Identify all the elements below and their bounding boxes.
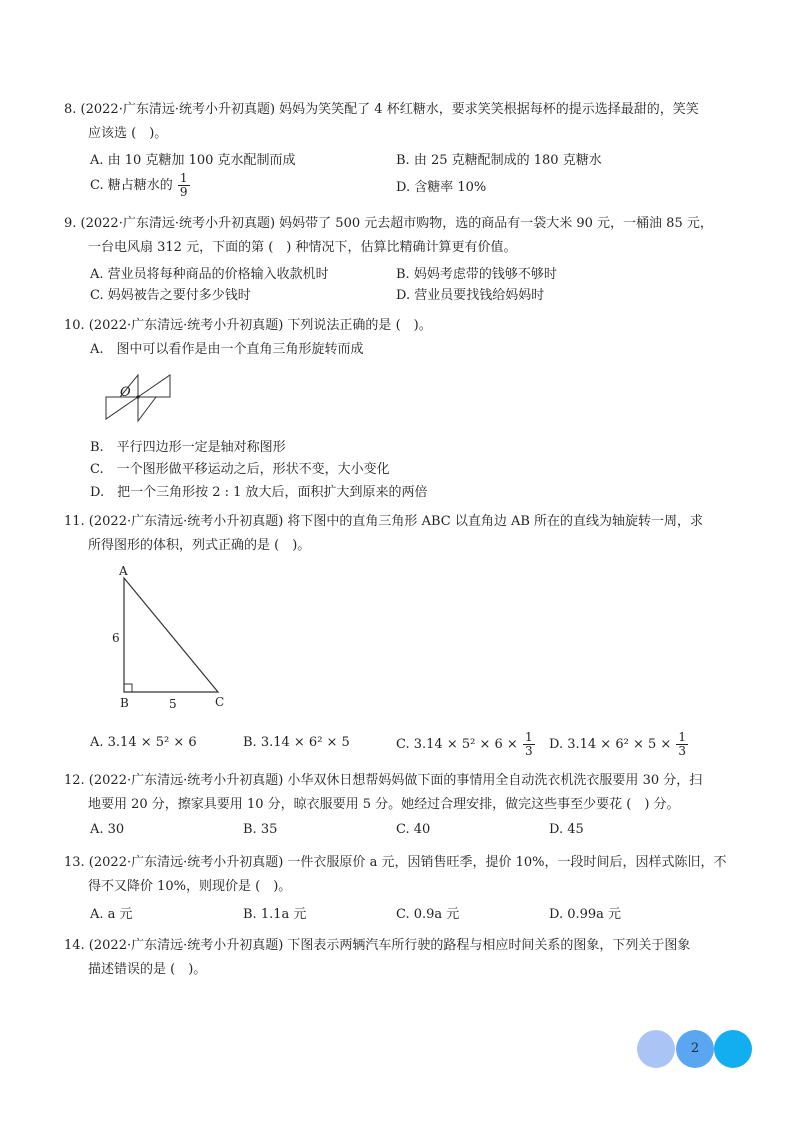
q11-option-c-text: C. 3.14 × 5² × 6 × <box>396 737 518 752</box>
page-decoration-circle-left <box>637 1030 675 1068</box>
q10-option-c[interactable]: C. 一个图形做平移运动之后，形状不变，大小变化 <box>90 462 390 477</box>
q9-option-a[interactable]: A. 营业员将每种商品的价格输入收款机时 <box>90 267 329 282</box>
q11-option-c[interactable] <box>396 731 536 758</box>
q13-option-c[interactable]: C. 0.9a 元 <box>396 907 460 922</box>
fraction-denominator: 9 <box>179 185 188 199</box>
fraction-denominator: 3 <box>678 744 687 758</box>
q11-option-b[interactable]: B. 3.14 × 6² × 5 <box>243 735 350 750</box>
question-12 <box>64 769 744 817</box>
question-8-line-2: 应该选 ( )。 <box>88 126 168 141</box>
fraction-denominator: 3 <box>524 744 533 758</box>
right-triangle-abc-figure <box>108 560 238 712</box>
q8-option-a[interactable]: A. 由 10 克糖加 100 克水配制而成 <box>90 153 296 168</box>
q10-option-b[interactable]: B. 平行四边形一定是轴对称图形 <box>90 440 286 455</box>
q11-option-d-text: D. 3.14 × 6² × 5 × <box>549 737 672 752</box>
q9-option-b[interactable]: B. 妈妈考虑带的钱够不够时 <box>396 267 557 282</box>
question-12-line-1: 12. (2022·广东清远·统考小升初真题) 小华双休日想帮妈妈做下面的事情用全自动洗衣机洗衣服要用 30 分，扫 <box>64 773 703 788</box>
q13-option-d[interactable]: D. 0.99a 元 <box>549 907 622 922</box>
pinwheel-triangle-right <box>138 375 170 397</box>
q13-option-b[interactable]: B. 1.1a 元 <box>243 907 307 922</box>
q11-option-d[interactable] <box>549 731 689 758</box>
fraction-numerator: 1 <box>524 730 533 744</box>
question-9-line-1: 9. (2022·广东清远·统考小升初真题) 妈妈带了 500 元去超市购物，选的商品有一袋大米 90 元，一桶油 85 元， <box>64 216 713 231</box>
side-label-6: 6 <box>112 631 120 645</box>
q12-option-d[interactable]: D. 45 <box>549 822 584 837</box>
page-decoration-circle-right <box>714 1030 752 1068</box>
q12-option-c[interactable]: C. 40 <box>396 822 431 837</box>
q11-option-a[interactable]: A. 3.14 × 5² × 6 <box>90 735 197 750</box>
pinwheel-triangle-left <box>106 397 138 419</box>
question-10 <box>64 314 744 338</box>
question-11-line-1: 11. (2022·广东清远·统考小升初真题) 将下图中的直角三角形 ABC 以直角边 AB 所在的直线为轴旋转一周，求 <box>64 514 704 529</box>
vertex-label-c: C <box>215 695 225 709</box>
question-11 <box>64 510 744 558</box>
question-13 <box>64 851 744 899</box>
fraction-numerator: 1 <box>678 730 687 744</box>
q13-option-a[interactable]: A. a 元 <box>90 907 133 922</box>
fraction-one-third <box>676 731 688 758</box>
pinwheel-triangle-bottom <box>138 397 156 421</box>
q9-option-d[interactable]: D. 营业员要找钱给妈妈时 <box>396 288 545 303</box>
question-13-line-1: 13. (2022·广东清远·统考小升初真题) 一件衣服原价 a 元，因销售旺季，提价 10%，一段时间后，因样式陈旧，不 <box>64 855 727 870</box>
question-9 <box>64 212 744 260</box>
q12-option-a[interactable]: A. 30 <box>90 822 125 837</box>
q10-option-a[interactable]: A. 图中可以看作是由一个直角三角形旋转而成 <box>90 342 364 357</box>
q8-option-d[interactable]: D. 含糖率 10% <box>396 180 487 195</box>
pinwheel-center-point <box>136 395 139 398</box>
question-8 <box>64 98 744 146</box>
question-9-line-2: 一台电风扇 312 元，下面的第 ( ) 种情况下，估算比精确计算更有价值。 <box>88 240 517 255</box>
pinwheel-label-o: O <box>120 385 131 400</box>
question-14-line-2: 描述错误的是 ( )。 <box>88 962 207 977</box>
side-label-5: 5 <box>169 697 177 711</box>
question-8-line-1: 8. (2022·广东清远·统考小升初真题) 妈妈为笑笑配了 4 杯红糖水，要求笑笑根据每杯的提示选择最甜的，笑笑 <box>64 102 699 117</box>
fraction-one-third <box>523 731 535 758</box>
q8-option-b[interactable]: B. 由 25 克糖配制成的 180 克糖水 <box>396 153 602 168</box>
q9-option-c[interactable]: C. 妈妈被告之要付多少钱时 <box>90 288 251 303</box>
vertex-label-a: A <box>119 564 128 578</box>
question-13-line-2: 得不又降价 10%，则现价是 ( )。 <box>88 879 292 894</box>
fraction-numerator: 1 <box>179 171 188 185</box>
fraction-one-ninth <box>178 172 190 199</box>
question-11-line-2: 所得图形的体积，列式正确的是 ( )。 <box>88 538 311 553</box>
page-number: 2 <box>690 1041 700 1056</box>
q8-option-c[interactable] <box>90 172 191 199</box>
pinwheel-figure <box>104 372 176 424</box>
right-angle-mark <box>124 684 132 692</box>
triangle-abc <box>124 578 218 692</box>
question-10-line-1: 10. (2022·广东清远·统考小升初真题) 下列说法正确的是 ( )。 <box>64 318 432 333</box>
vertex-label-b: B <box>120 696 129 710</box>
q8-option-c-text: C. 糖占糖水的 <box>90 178 173 193</box>
question-14 <box>64 934 744 982</box>
q12-option-b[interactable]: B. 35 <box>243 822 278 837</box>
question-14-line-1: 14. (2022·广东清远·统考小升初真题) 下图表示两辆汽车所行驶的路程与相应时间关系的图象，下列关于图象 <box>64 938 691 953</box>
question-12-line-2: 地要用 20 分，擦家具要用 10 分，晾衣服要用 5 分。她经过合理安排，做完这些事至少要花 ( ) 分。 <box>88 797 680 812</box>
q10-option-d[interactable]: D. 把一个三角形按 2 : 1 放大后，面积扩大到原来的两倍 <box>90 485 428 500</box>
